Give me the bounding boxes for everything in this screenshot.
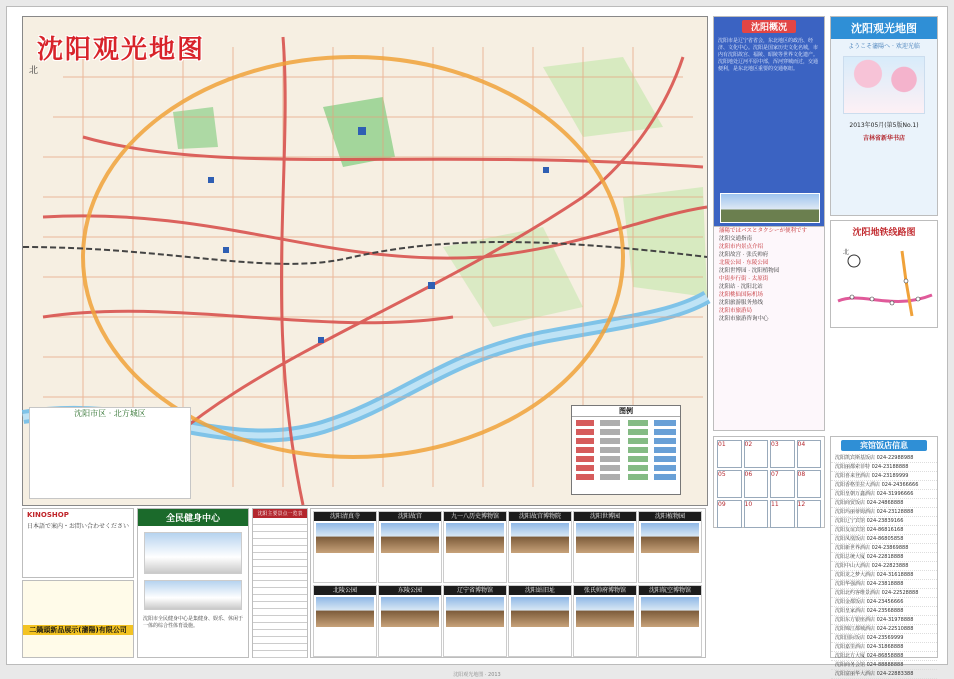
table-row bbox=[253, 623, 307, 630]
hotel-line: 沈阳国际饭店 024-23569999 bbox=[831, 634, 937, 643]
hotel-line: 沈阳玛丽蒂姆酒店 024-23128888 bbox=[831, 508, 937, 517]
hotel-line: 沈阳皇朝万鑫酒店 024-31996666 bbox=[831, 490, 937, 499]
hotels-panel bbox=[830, 436, 938, 677]
table-row bbox=[253, 644, 307, 651]
sight-photo bbox=[446, 597, 504, 627]
calendar-month: 02 bbox=[744, 440, 769, 468]
hotel-line: 沈阳商贸饭店 024-24868888 bbox=[831, 499, 937, 508]
legend-row bbox=[576, 465, 676, 471]
table-row bbox=[253, 525, 307, 532]
hotel-line: 沈阳友谊宾馆 024-86816168 bbox=[831, 526, 937, 535]
hotel-line: 沈阳富丽华大酒店 024-22883388 bbox=[831, 670, 937, 679]
sight-photo bbox=[641, 523, 699, 553]
table-row bbox=[253, 546, 307, 553]
cover-publisher: 吉林省新华书店 bbox=[862, 135, 905, 142]
table-rows bbox=[253, 518, 307, 658]
calendar-month: 05 bbox=[717, 470, 742, 498]
guide-line: 中街步行街 · 太原街 bbox=[719, 276, 769, 282]
inset-title: 沈阳市区 · 北方城区 bbox=[74, 409, 146, 418]
calendar-month: 11 bbox=[770, 500, 795, 528]
sight-photo bbox=[316, 523, 374, 553]
sight-label: 张氏帅府博物馆 bbox=[574, 586, 636, 595]
sight-tile[interactable] bbox=[573, 585, 637, 657]
hotel-line: 沈阳凤凰饭店 024-86805858 bbox=[831, 535, 937, 544]
sight-tile[interactable] bbox=[573, 511, 637, 583]
sight-label: 九一八历史博物馆 bbox=[444, 512, 506, 521]
fitness-text: 沈阳市全民健身中心是集健身、娱乐、休闲于一体的综合性体育设施。 bbox=[143, 616, 244, 629]
hotel-line: 沈阳龙之梦大酒店 024-31618888 bbox=[831, 571, 937, 580]
hotel-line: 沈阳新世界酒店 024-23869888 bbox=[831, 544, 937, 553]
table-row bbox=[253, 651, 307, 658]
legend-row bbox=[576, 456, 676, 462]
legend-row bbox=[576, 447, 676, 453]
hotel-list bbox=[831, 454, 937, 679]
sight-label: 东陵公园 bbox=[379, 586, 441, 595]
hotel-line: 沈阳丽都索菲特 024-23188888 bbox=[831, 463, 937, 472]
guide-line: 沈阳桃仙国际机场 bbox=[719, 292, 764, 298]
fitness-title: 全民健身中心 bbox=[138, 509, 248, 526]
hotel-line: 沈阳皇家酒店 024-23568888 bbox=[831, 607, 937, 616]
guide-line: 瀋陽ではバスとタクシーが便利です bbox=[719, 228, 808, 234]
legend-row bbox=[576, 474, 676, 480]
hotel-line: 沈阳喜来登酒店 024-23189999 bbox=[831, 472, 937, 481]
table-row bbox=[253, 602, 307, 609]
sight-tile[interactable] bbox=[443, 511, 507, 583]
calendar-month: 03 bbox=[770, 440, 795, 468]
cover-subtitle: ようこそ瀋陽へ · 欢迎光临 bbox=[848, 43, 920, 50]
calendar-month: 01 bbox=[717, 440, 742, 468]
sight-label: 辽宁省博物馆 bbox=[444, 586, 506, 595]
legend-title: 图例 bbox=[572, 406, 680, 417]
hotel-line: 沈阳北约客维景酒店 024-22528888 bbox=[831, 589, 937, 598]
intro-photo bbox=[720, 193, 820, 223]
ad-text: 日本語で案内・お問い合わせください bbox=[27, 523, 130, 530]
ad-brand: 二鍋頭新品展示(瀋陽)有限公司 bbox=[23, 625, 133, 635]
ad-brand: KINOSHOP bbox=[27, 511, 69, 519]
sight-photo bbox=[576, 597, 634, 627]
table-row bbox=[253, 553, 307, 560]
intro-title: 沈阳概况 bbox=[742, 20, 796, 33]
city-map[interactable] bbox=[22, 16, 708, 506]
hotel-line: 沈阳华强酒店 024-23818888 bbox=[831, 580, 937, 589]
sight-tile[interactable] bbox=[378, 511, 442, 583]
guide-line: 沈阳世博园 · 沈阳植物园 bbox=[719, 268, 780, 274]
sight-label: 北陵公园 bbox=[314, 586, 376, 595]
sight-tile[interactable] bbox=[508, 511, 572, 583]
hotel-line: 沈阳中山大酒店 024-22823888 bbox=[831, 562, 937, 571]
guide-line: 沈阳故宫 · 张氏帅府 bbox=[719, 252, 769, 258]
hotels-title: 宾馆饭店信息 bbox=[841, 440, 927, 451]
sight-photo bbox=[641, 597, 699, 627]
calendar-month: 09 bbox=[717, 500, 742, 528]
sights-table bbox=[252, 508, 308, 658]
sight-photo bbox=[316, 597, 374, 627]
table-row bbox=[253, 560, 307, 567]
legend-row bbox=[576, 420, 676, 426]
cover-edition: 2013年05月(第5版No.1) bbox=[849, 122, 919, 129]
table-row bbox=[253, 574, 307, 581]
sight-tile[interactable] bbox=[313, 511, 377, 583]
table-title: 沈阳主要景点一览表 bbox=[253, 509, 307, 518]
cover-title: 沈阳观光地图 bbox=[831, 17, 937, 39]
guide-line: 沈阳市旅游咨询中心 bbox=[719, 316, 769, 322]
table-row bbox=[253, 595, 307, 602]
sight-tile[interactable] bbox=[638, 585, 702, 657]
sight-tile[interactable] bbox=[313, 585, 377, 657]
table-row bbox=[253, 518, 307, 525]
cover-panel bbox=[830, 16, 938, 216]
hotel-line: 沈阳金都饭店 024-23456666 bbox=[831, 598, 937, 607]
ad-kinoshop[interactable] bbox=[22, 508, 134, 578]
sight-tile[interactable] bbox=[443, 585, 507, 657]
sight-photo bbox=[381, 597, 439, 627]
hotel-line: 沈阳凯宾斯基饭店 024-22988988 bbox=[831, 454, 937, 463]
legend-row bbox=[576, 438, 676, 444]
calendar-panel bbox=[713, 436, 825, 528]
hotel-line: 沈阳总统大厦 024-22818888 bbox=[831, 553, 937, 562]
guide-line: 北陵公园 · 东陵公园 bbox=[719, 260, 769, 266]
sight-label: 沈阳世博园 bbox=[574, 512, 636, 521]
table-row bbox=[253, 539, 307, 546]
hotel-line: 沈阳东方银座酒店 024-31978888 bbox=[831, 616, 937, 625]
guide-line: 沈阳旅游服务热线 bbox=[719, 300, 764, 306]
sight-photo bbox=[511, 523, 569, 553]
table-row bbox=[253, 567, 307, 574]
table-row bbox=[253, 637, 307, 644]
sight-tile[interactable] bbox=[638, 511, 702, 583]
legend-row bbox=[576, 429, 676, 435]
intro-text: 沈阳市是辽宁省省会，东北地区的政治、经济、文化中心。沈阳是国家历史文化名城，市内有沈阳故宫、福陵、昭陵等世界文化遗产。沈阳地处辽河平原中部，浑河穿城而过，交通便利，是东北地区重要的交通枢纽。 bbox=[718, 38, 819, 72]
guide-panel bbox=[713, 226, 825, 431]
sight-label: 沈阳故宫 bbox=[379, 512, 441, 521]
hotel-line: 沈阳辽宁宾馆 024-23839166 bbox=[831, 517, 937, 526]
map-title: 沈阳观光地图 bbox=[37, 35, 206, 65]
compass-icon: 北 bbox=[29, 66, 39, 76]
fitness-image bbox=[144, 532, 242, 574]
hotel-line: 沈阳嘉里酒店 024-31868888 bbox=[831, 643, 937, 652]
sight-photo bbox=[446, 523, 504, 553]
calendar-month: 10 bbox=[744, 500, 769, 528]
guide-line: 沈阳市旅游局 bbox=[719, 308, 753, 314]
fitness-panel bbox=[137, 508, 249, 658]
guide-line: 沈阳市内景点介绍 bbox=[719, 244, 764, 250]
sight-label: 沈阳故宫博物院 bbox=[509, 512, 571, 521]
sight-tile[interactable] bbox=[378, 585, 442, 657]
subway-panel[interactable] bbox=[830, 220, 938, 328]
guide-line: 沈阳站 · 沈阳北站 bbox=[719, 284, 763, 290]
sight-tile[interactable] bbox=[508, 585, 572, 657]
hotel-line: 沈阳商务会馆 024-88888888 bbox=[831, 661, 937, 670]
north-arrow-icon: 北 bbox=[843, 249, 850, 256]
inset-map[interactable] bbox=[29, 407, 191, 499]
subway-title: 沈阳地铁线路图 bbox=[852, 228, 916, 238]
calendar-month: 04 bbox=[797, 440, 822, 468]
sight-photo bbox=[511, 597, 569, 627]
table-row bbox=[253, 609, 307, 616]
map-legend bbox=[571, 405, 681, 495]
table-row bbox=[253, 532, 307, 539]
hotel-line: 沈阳香格里拉大酒店 024-24366666 bbox=[831, 481, 937, 490]
fitness-image bbox=[144, 580, 242, 610]
table-row bbox=[253, 630, 307, 637]
intro-panel bbox=[713, 16, 825, 230]
pavilion-image bbox=[843, 56, 925, 114]
footer: 沈阳观光地图 · 2013 bbox=[453, 672, 501, 678]
calendar-month: 06 bbox=[744, 470, 769, 498]
hotel-line: 沈阳北方大厦 024-86858888 bbox=[831, 652, 937, 661]
sight-photo bbox=[576, 523, 634, 553]
sight-label: 沈阳站旧址 bbox=[509, 586, 571, 595]
sight-label: 沈阳清真寺 bbox=[314, 512, 376, 521]
calendar-month: 07 bbox=[770, 470, 795, 498]
calendar-month: 12 bbox=[797, 500, 822, 528]
table-row bbox=[253, 616, 307, 623]
table-row bbox=[253, 581, 307, 588]
ad-company[interactable] bbox=[22, 580, 134, 658]
sight-label: 沈阳航空博物馆 bbox=[639, 586, 701, 595]
calendar-month: 08 bbox=[797, 470, 822, 498]
guide-line: 沈阳交通指南 bbox=[719, 236, 753, 242]
sight-photo bbox=[381, 523, 439, 553]
sights-panel bbox=[310, 508, 706, 658]
table-row bbox=[253, 588, 307, 595]
hotel-line: 沈阳锦江都城酒店 024-22510888 bbox=[831, 625, 937, 634]
sight-label: 沈阳植物园 bbox=[639, 512, 701, 521]
